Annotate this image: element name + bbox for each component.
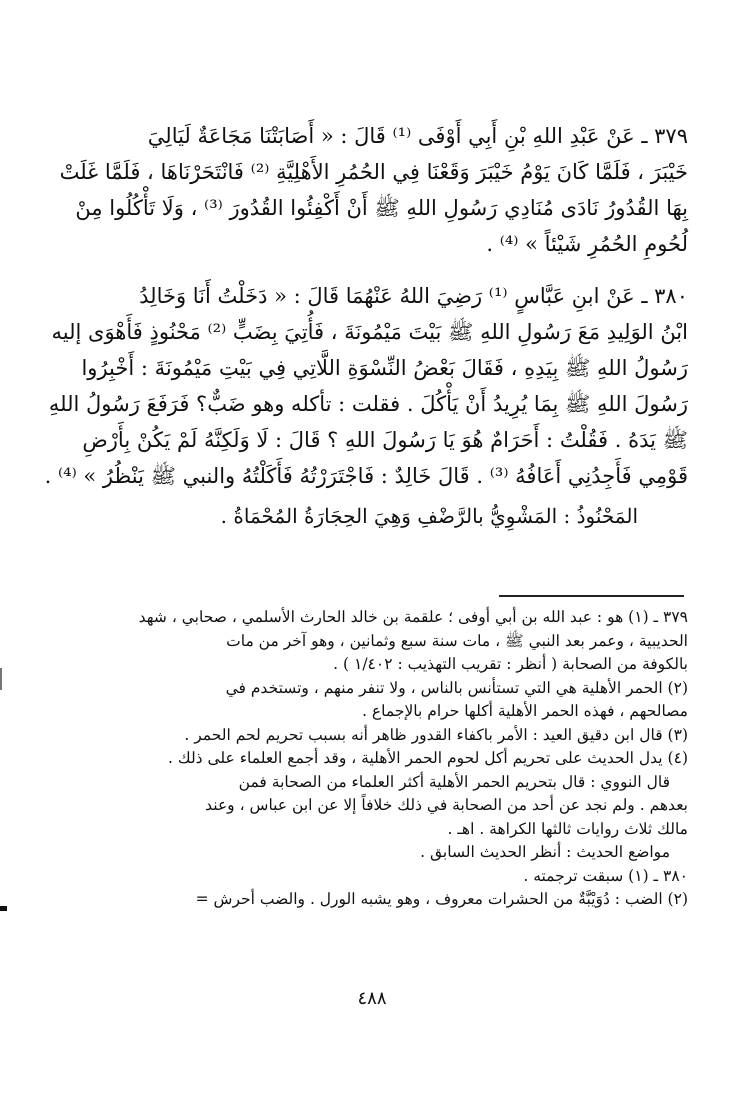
- hadith-line: قَوْمِي فَأَجِدُنِي أَعَافُهُ ⁽³⁾ . قَالَ خَالِدٌ : فَاجْتَرَرْتُهُ فَأَكَلْتُهُ والنبي ﷺ يَنْظُرُ » ⁽⁴⁾ .: [44, 464, 688, 488]
- footnote-line: (٢) الحمر الأهلية هي التي تستأنس بالناس ، ولا تنفر منهم ، وتستخدم في: [225, 678, 688, 697]
- footnote-line: ٣٧٩ ـ (١) هو : عبد الله بن أبي أوفى ؛ علقمة بن خالد الحارث الأسلمي ، صحابي ، شهد: [138, 608, 688, 626]
- footnote-line: بالكوفة من الصحابة ( أنظر : تقريب التهذيب : ١/٤٠٢ ) .: [333, 655, 688, 673]
- hadith-380: [44, 278, 688, 534]
- hadith-379: [60, 118, 688, 262]
- hadith-line: ابْنُ الوَلِيدِ مَعَ رَسُولِ اللهِ ﷺ بَيْتَ مَيْمُونَةَ ، فَأُتِيَ بِضَبٍّ ⁽²⁾ مَحْنُوذٍ فَأَهْوَى إليه: [51, 320, 688, 344]
- footnote-line: ٣٨٠ ـ (١) سبقت ترجمته .: [523, 866, 688, 885]
- hadith-line: بِهَا القُدُورُ نَادَى مُنَادِي رَسُولِ اللهِ ﷺ أَنْ أَكْفِئُوا القُدُورَ ⁽³⁾ ، وَلَا تَأْكُلُوا مِنْ: [75, 196, 688, 220]
- footnote-line: (٣) قال ابن دقيق العيد : الأمر باكفاء القدور ظاهر أنه بسبب تحريم لحم الحمر .: [184, 725, 688, 744]
- hadith-line: ٣٧٩ ـ عَنْ عَبْدِ اللهِ بْنِ أَبِي أَوْفَى ⁽¹⁾ قَالَ : « أَصَابَتْنَا مَجَاعَةٌ لَيَالِيَ: [147, 124, 688, 148]
- hadith-line: رَسُولَ اللهِ ﷺ بِمَا يُرِيدُ أَنْ يَأْكُلَ . فقلت : تأكله وهو ضَبٌّ؟ فَرَفَعَ رَسُولُ اللهِ: [48, 392, 688, 416]
- footnote-line: الحديبية ، وعمر بعد النبي ﷺ ، مات سنة سبع وثمانين ، وهو آخر من مات: [226, 631, 688, 650]
- page-number: ٤٨٨: [357, 988, 387, 1009]
- scan-edge-mark: [0, 668, 2, 690]
- gloss-note: المَحْنُوذُ : المَشْوِيُّ بالرَّضْفِ وَهِيَ الحِجَارَةُ المُحْمَاةُ .: [220, 504, 638, 528]
- hadith-line: لُحُومِ الحُمُرِ شَيْئاً » ⁽⁴⁾ .: [486, 232, 688, 256]
- footnote-line: قال النووي : قال بتحريم الحمر الأهلية أكثر العلماء من الصحابة فمن: [238, 772, 670, 791]
- footnote-line: بعدهم . ولم نجد عن أحد من الصحابة في ذلك خلافاً إلا عن ابن عباس ، وعند: [205, 796, 688, 814]
- hadith-line: خَيْبَرَ ، فَلَمَّا كَانَ يَوْمُ خَيْبَرَ وَقَعْنَا فِي الحُمُرِ الأَهْلِيَّةِ ⁽²⁾ فَانْتَحَرْنَاهَا ، فَلَمَّا غَلَتْ: [59, 160, 688, 184]
- hadith-line: ٣٨٠ ـ عَنْ ابنِ عَبَّاسٍ ⁽¹⁾ رَضِيَ اللهُ عَنْهُمَا قَالَ : « دَخَلْتُ أَنَا وَخَالِدُ: [139, 284, 688, 308]
- footnote-line: (٤) يدل الحديث على تحريم أكل لحوم الحمر الأهلية ، وقد أجمع العلماء على ذلك .: [168, 749, 688, 767]
- main-text: [44, 118, 688, 554]
- footnotes: [60, 606, 688, 912]
- footnote-line: (٢) الضب : دُوَيْبَّةٌ من الحشرات معروف ، وهو يشبه الورل . والضب أحرش =: [195, 890, 688, 908]
- footnote-line: مواضع الحديث : أنظر الحديث السابق .: [420, 843, 670, 861]
- hadith-line: رَسُولُ اللهِ ﷺ بِيَدِهِ ، فَقَالَ بَعْضُ النِّسْوَةِ اللَّاتِي فِي بَيْتِ مَيْمُونَةَ : أَخْبِرُوا: [81, 356, 688, 380]
- footnote-divider: [499, 595, 684, 597]
- footnote-line: مالك ثلاث روايات ثالثها الكراهة . اهـ .: [447, 819, 688, 838]
- footnote-line: مصالحهم ، فهذه الحمر الأهلية أكلها حرام بالإجماع .: [362, 702, 688, 720]
- hadith-line: ﷺ يَدَهُ . فَقُلْتُ : أَحَرَامٌ هُوَ يَا رَسُولَ اللهِ ؟ قَالَ : لَا وَلَكِنَّهُ لَمْ يَكُنْ بِأَرْضِ: [82, 428, 688, 452]
- scan-edge-mark: [0, 906, 7, 911]
